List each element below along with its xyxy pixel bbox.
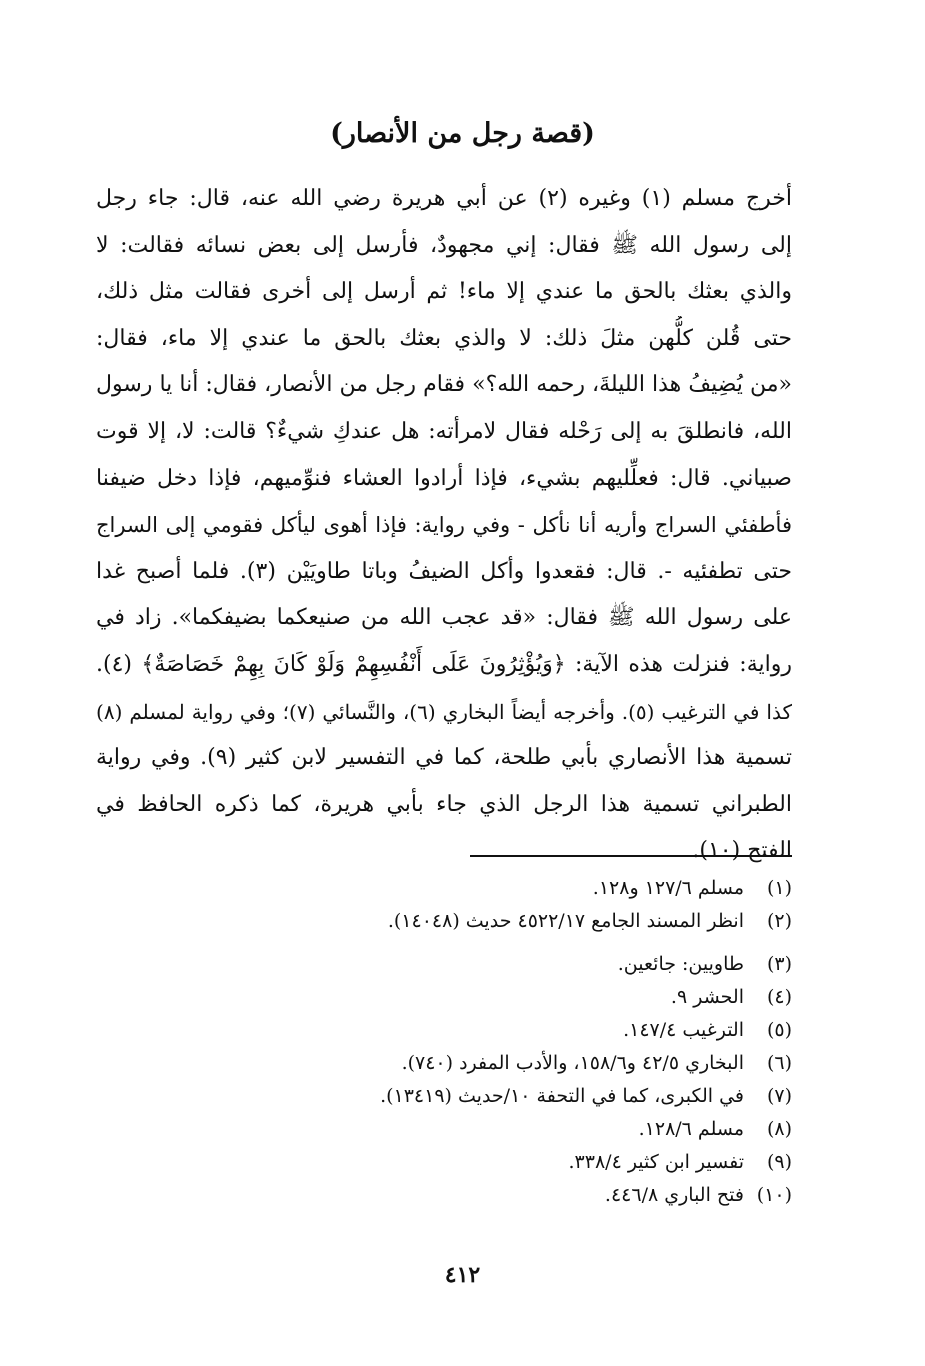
- body-line: الله، فانطلقَ به إلى رَحْله فقال لامرأته: هل عندكِ شيءٌ؟ قالت: لا، إلا قوت: [96, 418, 792, 444]
- body-line: «من يُضِيفُ هذا الليلةَ، رحمه الله؟» فقام رجل من الأنصار، فقال: أنا يا رسول: [96, 372, 792, 398]
- footnote-item: [150, 981, 792, 1014]
- footnote-item: [150, 1047, 792, 1080]
- footnote-text: طاويين: جائعين.: [617, 953, 744, 975]
- footnote-divider: [470, 855, 792, 857]
- footnote-text: مسلم ١٢٧/٦ و١٢٨.: [592, 877, 744, 899]
- body-line: إلى رسول الله ﷺ فقال: إني مجهودٌ، فأرسل إلى بعض نسائه فقالت: لا: [96, 232, 792, 258]
- footnote-text: الحشر ٩.: [670, 986, 744, 1008]
- footnote-text: البخاري ٤٢/٥ و١٥٨/٦، والأدب المفرد (٧٤٠).: [401, 1052, 744, 1074]
- footnote-item: [150, 1179, 792, 1212]
- footnote-number: (٦): [766, 1052, 792, 1074]
- footnote-text: تفسير ابن كثير ٣٣٨/٤.: [568, 1151, 744, 1173]
- footnote-number: (٣): [766, 953, 792, 975]
- footnote-text: مسلم ١٢٨/٦.: [638, 1118, 744, 1140]
- section-title: (قصة رجل من الأنصار): [330, 118, 595, 149]
- footnote-number: (٢): [766, 910, 792, 932]
- footnote-number: (٤): [766, 986, 792, 1008]
- footnote-number: (٨): [766, 1118, 792, 1140]
- footnote-number: (١٠): [756, 1184, 792, 1206]
- body-line: الفتح (١٠).: [692, 838, 792, 864]
- footnote-item: [150, 948, 792, 981]
- footnote-item: [150, 1014, 792, 1047]
- footnote-text: انظر المسند الجامع ٤٥٢٢/١٧ حديث (١٤٠٤٨).: [387, 910, 744, 932]
- body-line: تسمية هذا الأنصاري بأبي طلحة، كما في التفسير لابن كثير (٩). وفي رواية: [96, 745, 792, 771]
- body-line: صبياني. قال: فعلِّليهم بشيء، فإذا أرادوا العشاء فنوِّميهم، فإذا دخل ضيفنا: [96, 465, 792, 491]
- body-line: حتى تطفئيه -. قال: فقعدوا وأكل الضيفُ وباتا طاويَيْن (٣). فلما أصبح غدا: [96, 558, 792, 584]
- body-line: فأطفئي السراج وأريه أنا نأكل - وفي رواية: فإذا أهوى ليأكل فقومي إلى السراج: [96, 513, 792, 538]
- footnote-item: [150, 905, 792, 938]
- footnote-number: (٥): [766, 1019, 792, 1041]
- footnote-item: [150, 872, 792, 905]
- body-text: [96, 176, 792, 875]
- body-line: على رسول الله ﷺ فقال: «قد عجب الله من صنيعكما بضيفكما». زاد في: [96, 605, 792, 631]
- body-line: كذا في الترغيب (٥). وأخرجه أيضاً البخاري (٦)، والنَّسائي (٧)؛ وفي رواية لمسلم (٨): [96, 699, 792, 724]
- footnote-number: (١): [766, 877, 792, 899]
- body-line: حتى قُلن كلُّهن مثلَ ذلك: لا والذي بعثك بالحق ما عندي إلا ماء، فقال:: [96, 325, 792, 351]
- footnote-text: فتح الباري ٤٤٦/٨.: [604, 1184, 744, 1206]
- footnote-item: [150, 1146, 792, 1179]
- footnote-number: (٩): [766, 1151, 792, 1173]
- footnote-text: في الكبرى، كما في التحفة ١٠/حديث (١٣٤١٩).: [380, 1085, 744, 1107]
- footnote-item: [150, 1080, 792, 1113]
- footnote-number: (٧): [766, 1085, 792, 1107]
- body-line: الطبراني تسمية هذا الرجل الذي جاء بأبي هريرة، كما ذكره الحافظ في: [96, 791, 792, 817]
- page-number: ٤١٢: [444, 1262, 481, 1288]
- footnotes-list: [150, 872, 792, 1212]
- body-line: رواية: فنزلت هذه الآية: ﴿وَيُؤْثِرُونَ عَلَى أَنْفُسِهِمْ وَلَوْ كَانَ بِهِمْ خَصَاصَةٌ﴾ (٤).: [96, 651, 792, 677]
- footnote-item: [150, 1113, 792, 1146]
- body-line: أخرج مسلم (١) وغيره (٢) عن أبي هريرة رضي الله عنه، قال: جاء رجل: [96, 186, 792, 211]
- body-line: والذي بعثك بالحق ما عندي إلا ماء! ثم أرسل إلى أخرى فقالت مثل ذلك،: [96, 279, 792, 305]
- footnote-text: الترغيب ١٤٧/٤.: [623, 1019, 744, 1041]
